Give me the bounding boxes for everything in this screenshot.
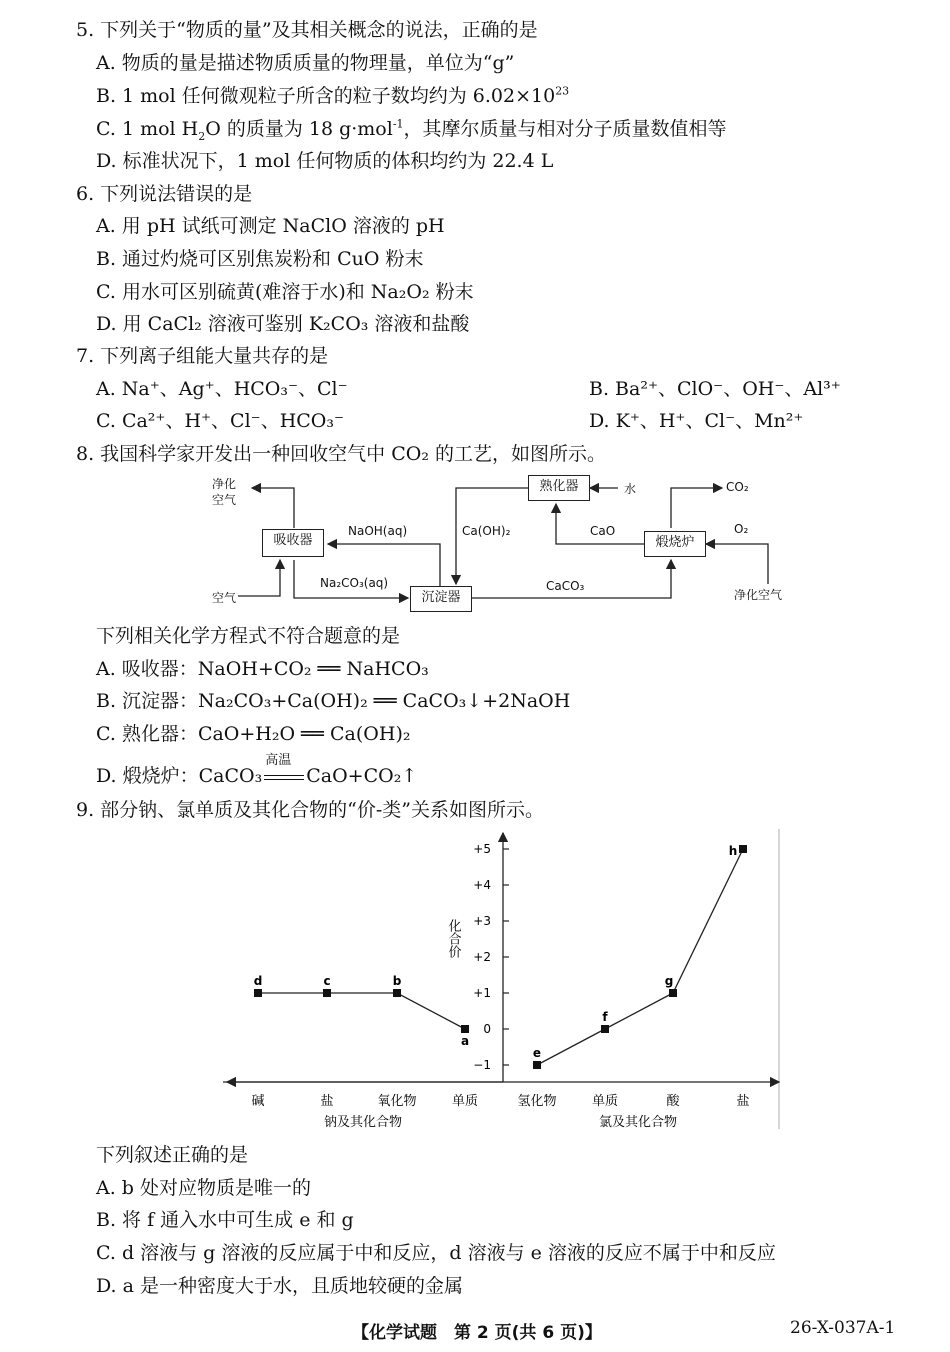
- x-category-label: 盐: [736, 1094, 750, 1109]
- data-point-label: d: [253, 974, 263, 988]
- q9-option-b: B. 将 f 通入水中可生成 e 和 g: [96, 1209, 354, 1231]
- caoh2-label: Ca(OH)₂: [462, 524, 511, 538]
- y-tick-label: −1: [473, 1058, 491, 1072]
- q8-stem: 8. 我国科学家开发出一种回收空气中 CO₂ 的工艺，如图所示。: [76, 443, 606, 465]
- data-point-label: g: [664, 974, 674, 988]
- x-category-label: 氢化物: [517, 1094, 557, 1109]
- page-footer-title: 【化学试题 第 2 页(共 6 页)】: [352, 1323, 602, 1343]
- naoh-label: NaOH(aq): [348, 524, 408, 538]
- series-line: [537, 849, 743, 1065]
- data-point-label: a: [460, 1034, 470, 1048]
- q5-option-a: A. 物质的量是描述物质质量的物理量，单位为“g”: [96, 52, 515, 74]
- high-temp-condition: 高温: [265, 753, 292, 768]
- q6-option-b: B. 通过灼烧可区别焦炭粉和 CuO 粉末: [96, 248, 424, 270]
- data-point: [393, 989, 401, 997]
- y-tick-label: +4: [473, 878, 491, 892]
- page-footer-code: 26-X-037A-1: [790, 1318, 896, 1338]
- co2-label: CO₂: [726, 480, 749, 494]
- caco3-label: CaCO₃: [546, 579, 585, 593]
- data-point: [461, 1025, 469, 1033]
- group-label-chlorine: 氯及其化合物: [598, 1115, 678, 1130]
- data-point: [601, 1025, 609, 1033]
- data-point: [533, 1061, 541, 1069]
- q6-stem: 6. 下列说法错误的是: [76, 183, 253, 205]
- cao-label: CaO: [590, 524, 616, 538]
- group-label-sodium: 钠及其化合物: [323, 1115, 403, 1130]
- q9-option-c: C. d 溶液与 g 溶液的反应属于中和反应，d 溶液与 e 溶液的反应不属于中和反应: [96, 1242, 776, 1264]
- y-axis-label: 化合价: [445, 919, 461, 958]
- purified-air-left-label-2: 空气: [212, 493, 237, 507]
- x-category-label: 盐: [320, 1094, 334, 1109]
- q9-sub-stem: 下列叙述正确的是: [96, 1144, 249, 1166]
- data-point-label: b: [392, 974, 402, 988]
- q8-option-d: D. 煅烧炉：CaCO₃ 高温 CaO+CO₂↑: [96, 764, 417, 788]
- absorber-box: 吸收器: [262, 529, 324, 557]
- x-category-label: 单质: [451, 1094, 479, 1109]
- water-label: 水: [624, 482, 637, 496]
- air-label: 空气: [212, 591, 237, 605]
- data-point: [669, 989, 677, 997]
- q6-option-a: A. 用 pH 试纸可测定 NaClO 溶液的 pH: [96, 215, 445, 237]
- q9-option-a: A. b 处对应物质是唯一的: [96, 1177, 312, 1199]
- slaker-box: 熟化器: [528, 475, 590, 501]
- precipitator-box: 沉淀器: [410, 586, 472, 612]
- q8-option-a: A. 吸收器：NaOH+CO₂ ══ NaHCO₃: [96, 658, 429, 680]
- y-tick-label: +3: [473, 914, 491, 928]
- data-point-label: e: [532, 1046, 542, 1060]
- valence-class-chart: [223, 829, 783, 1131]
- q8-option-c: C. 熟化器：CaO+H₂O ══ Ca(OH)₂: [96, 723, 411, 745]
- data-point: [739, 845, 747, 853]
- q9-stem: 9. 部分钠、氯单质及其化合物的“价-类”关系如图所示。: [76, 799, 545, 821]
- data-point-label: c: [323, 974, 331, 988]
- q5-option-d: D. 标准状况下，1 mol 任何物质的体积均约为 22.4 L: [96, 150, 554, 172]
- x-category-label: 酸: [666, 1094, 680, 1109]
- purified-air-left-label-1: 净化: [212, 477, 237, 491]
- data-point: [323, 989, 331, 997]
- data-point-label: h: [728, 844, 738, 858]
- q7-option-b: B. Ba²⁺、ClO⁻、OH⁻、Al³⁺: [589, 378, 841, 400]
- q7-option-c: C. Ca²⁺、H⁺、Cl⁻、HCO₃⁻: [96, 410, 345, 432]
- q5-option-c: C. 1 mol $H_2O$ 的质量为 18 g·mol$^{-1}$，其摩尔质量与相对分子质量数值相等: [96, 117, 727, 143]
- data-point: [254, 989, 262, 997]
- y-tick-label: 0: [483, 1022, 491, 1036]
- q6-option-c: C. 用水可区别硫黄(难溶于水)和 Na₂O₂ 粉末: [96, 281, 474, 303]
- q8-option-b: B. 沉淀器：Na₂CO₃+Ca(OH)₂ ══ CaCO₃↓+2NaOH: [96, 690, 571, 712]
- q6-option-d: D. 用 CaCl₂ 溶液可鉴别 K₂CO₃ 溶液和盐酸: [96, 313, 470, 335]
- q8-process-diagram: [210, 472, 796, 612]
- q7-stem: 7. 下列离子组能大量共存的是: [76, 345, 329, 367]
- series-line: [258, 993, 465, 1029]
- y-tick-label: +1: [473, 986, 491, 1000]
- q7-option-d: D. K⁺、H⁺、Cl⁻、Mn²⁺: [589, 410, 804, 432]
- x-category-label: 氧化物: [377, 1094, 417, 1109]
- x-category-label: 碱: [251, 1094, 265, 1109]
- q5-option-b: B. 1 mol 任何微观粒子所含的粒子数均约为 $6.02\times 10^{23}$: [96, 84, 570, 107]
- q7-option-a: A. Na⁺、Ag⁺、HCO₃⁻、Cl⁻: [96, 378, 348, 400]
- q5-stem: 5. 下列关于“物质的量”及其相关概念的说法，正确的是: [76, 19, 538, 41]
- o2-label: O₂: [734, 522, 749, 536]
- y-tick-label: +2: [473, 950, 491, 964]
- y-tick-label: +5: [473, 842, 491, 856]
- purified-air-right-label: 净化空气: [734, 588, 783, 602]
- data-point-label: f: [602, 1010, 608, 1024]
- q9-option-d: D. a 是一种密度大于水，且质地较硬的金属: [96, 1275, 464, 1297]
- calciner-box: 煅烧炉: [644, 531, 706, 557]
- na2co3-label: Na₂CO₃(aq): [320, 576, 389, 590]
- x-category-label: 单质: [591, 1094, 619, 1109]
- q8-sub-stem: 下列相关化学方程式不符合题意的是: [96, 625, 401, 647]
